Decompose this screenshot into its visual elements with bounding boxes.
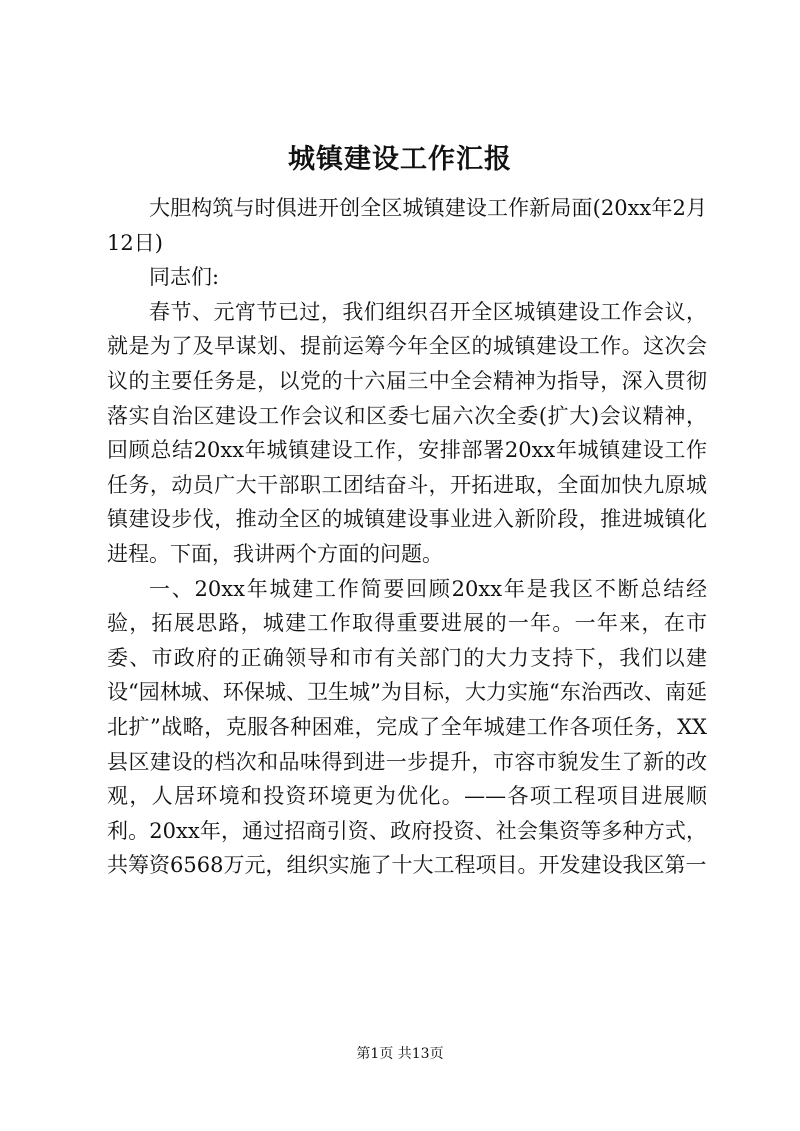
paragraph-subtitle: 大胆构筑与时俱进开创全区城镇建设工作新局面(20xx年2月12日)	[107, 196, 707, 255]
paragraph-salutation: 同志们:	[149, 265, 220, 290]
document-body	[107, 191, 707, 883]
document-title: 城镇建设工作汇报	[288, 144, 512, 175]
paragraph-review: 一、20xx年城建工作简要回顾20xx年是我区不断总结经验，拓展思路，城建工作取得重要进展的一年。一年来，在市委、市政府的正确领导和市有关部门的大力支持下，我们以建设“园林城、环保城、卫生城”为目标，大力实施“东治西改、南延北扩”战略，克服各种困难，完成了全年城建工作各项任务，XX县区建设的档次和品味得到进一步提升，市容市貌发生了新的改观，人居环境和投资环境更为优化。——各项工程项目进展顺利。20xx年，通过招商引资、政府投资、社会集资等多种方式，共筹资6568万元，组织实施了十大工程项目。开发建设我区第一	[107, 576, 707, 878]
paragraph-intro: 春节、元宵节已过，我们组织召开全区城镇建设工作会议，就是为了及早谋划、提前运筹今年全区的城镇建设工作。这次会议的主要任务是，以党的十六届三中全会精神为指导，深入贯彻落实自治区建设工作会议和区委七届六次全委(扩大)会议精神，回顾总结20xx年城镇建设工作，安排部署20xx年城镇建设工作任务，动员广大干部职工团结奋斗，开拓进取，全面加快九原城镇建设步伐，推动全区的城镇建设事业进入新阶段，推进城镇化进程。下面，我讲两个方面的问题。	[107, 299, 707, 566]
page-footer: 第1页 共13页	[356, 1046, 444, 1062]
